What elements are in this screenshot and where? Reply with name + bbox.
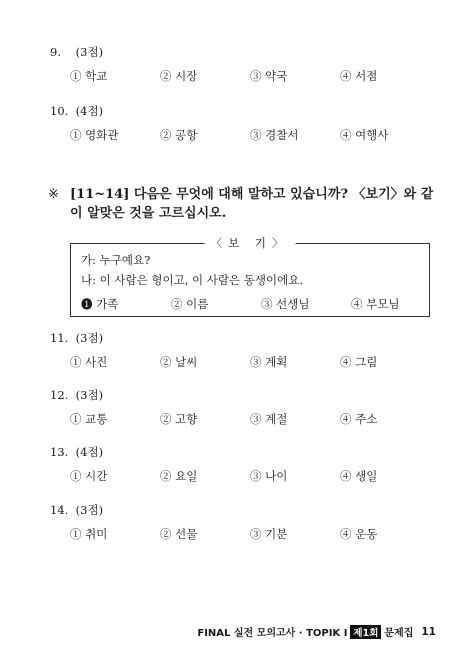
options-row <box>70 68 440 84</box>
option-3: ③ 계절 <box>250 412 288 426</box>
footer-label: 문제집 <box>384 628 414 639</box>
question-13 <box>50 444 440 484</box>
option-1: ① 학교 <box>70 69 108 83</box>
example-dialogue-line-1: 가: 누구예요? <box>81 253 151 267</box>
question-number: 14. <box>50 503 69 517</box>
option-3: ③ 약국 <box>250 69 288 83</box>
page-number: 11 <box>421 625 436 638</box>
option-3: ③ 계획 <box>250 355 288 369</box>
test-round-badge: 제1회 <box>350 625 381 639</box>
option-1: ① 사진 <box>70 355 108 369</box>
option-1: ① 시간 <box>70 469 108 483</box>
option-2: ② 공항 <box>160 128 198 142</box>
question-points: (3점) <box>75 388 104 402</box>
example-dialogue-line-2: 나: 이 사람은 형이고, 이 사람은 동생이에요. <box>81 273 303 287</box>
option-2: ② 고향 <box>160 412 198 426</box>
question-12 <box>50 387 440 427</box>
option-4: ④ 생일 <box>340 469 378 483</box>
example-option-2: ② 이름 <box>171 297 209 311</box>
option-4: ④ 주소 <box>340 412 378 426</box>
option-4: ④ 여행사 <box>340 128 389 142</box>
question-points: (3점) <box>75 331 104 345</box>
question-number: 13. <box>50 445 69 459</box>
question-points: (4점) <box>75 445 104 459</box>
option-1: ① 영화관 <box>70 128 119 142</box>
option-2: ② 요일 <box>160 469 198 483</box>
options-row <box>70 411 440 427</box>
option-3: ③ 경찰서 <box>250 128 299 142</box>
question-points: (3점) <box>75 503 104 517</box>
example-title: 〈보 기〉 <box>205 235 296 251</box>
section-instruction <box>48 185 440 223</box>
option-3: ③ 나이 <box>250 469 288 483</box>
example-option-4: ④ 부모님 <box>351 297 400 311</box>
options-row <box>70 526 440 542</box>
example-box <box>70 236 430 317</box>
example-option-1-selected: ❶ 가족 <box>81 297 119 311</box>
option-3: ③ 기분 <box>250 527 288 541</box>
question-14 <box>50 502 440 542</box>
option-4: ④ 서점 <box>340 69 378 83</box>
option-2: ② 선물 <box>160 527 198 541</box>
question-number: 9. <box>50 45 61 59</box>
question-points: (3점) <box>75 45 104 59</box>
question-number: 11. <box>50 331 69 345</box>
footer-series-title: FINAL 실전 모의고사 · TOPIK Ⅰ <box>197 628 348 639</box>
question-9 <box>50 44 440 84</box>
option-1: ① 취미 <box>70 527 108 541</box>
option-2: ② 날씨 <box>160 355 198 369</box>
option-2: ② 시장 <box>160 69 198 83</box>
example-option-3: ③ 선생님 <box>261 297 310 311</box>
option-1: ① 교통 <box>70 412 108 426</box>
option-4: ④ 그림 <box>340 355 378 369</box>
question-11 <box>50 330 440 370</box>
reference-mark-icon: ※ <box>48 187 59 202</box>
options-row <box>70 468 440 484</box>
question-10 <box>50 103 440 143</box>
question-points: (4점) <box>75 104 104 118</box>
page-footer <box>197 624 436 639</box>
question-number: 12. <box>50 388 69 402</box>
question-number: 10. <box>50 104 69 118</box>
options-row <box>70 127 440 143</box>
options-row <box>70 354 440 370</box>
option-4: ④ 운동 <box>340 527 378 541</box>
instruction-text: [11~14] 다음은 무엇에 대해 말하고 있습니까? 〈보기〉와 같이 알맞은 것을 고르십시오. <box>70 187 434 221</box>
example-options-row <box>81 296 441 312</box>
